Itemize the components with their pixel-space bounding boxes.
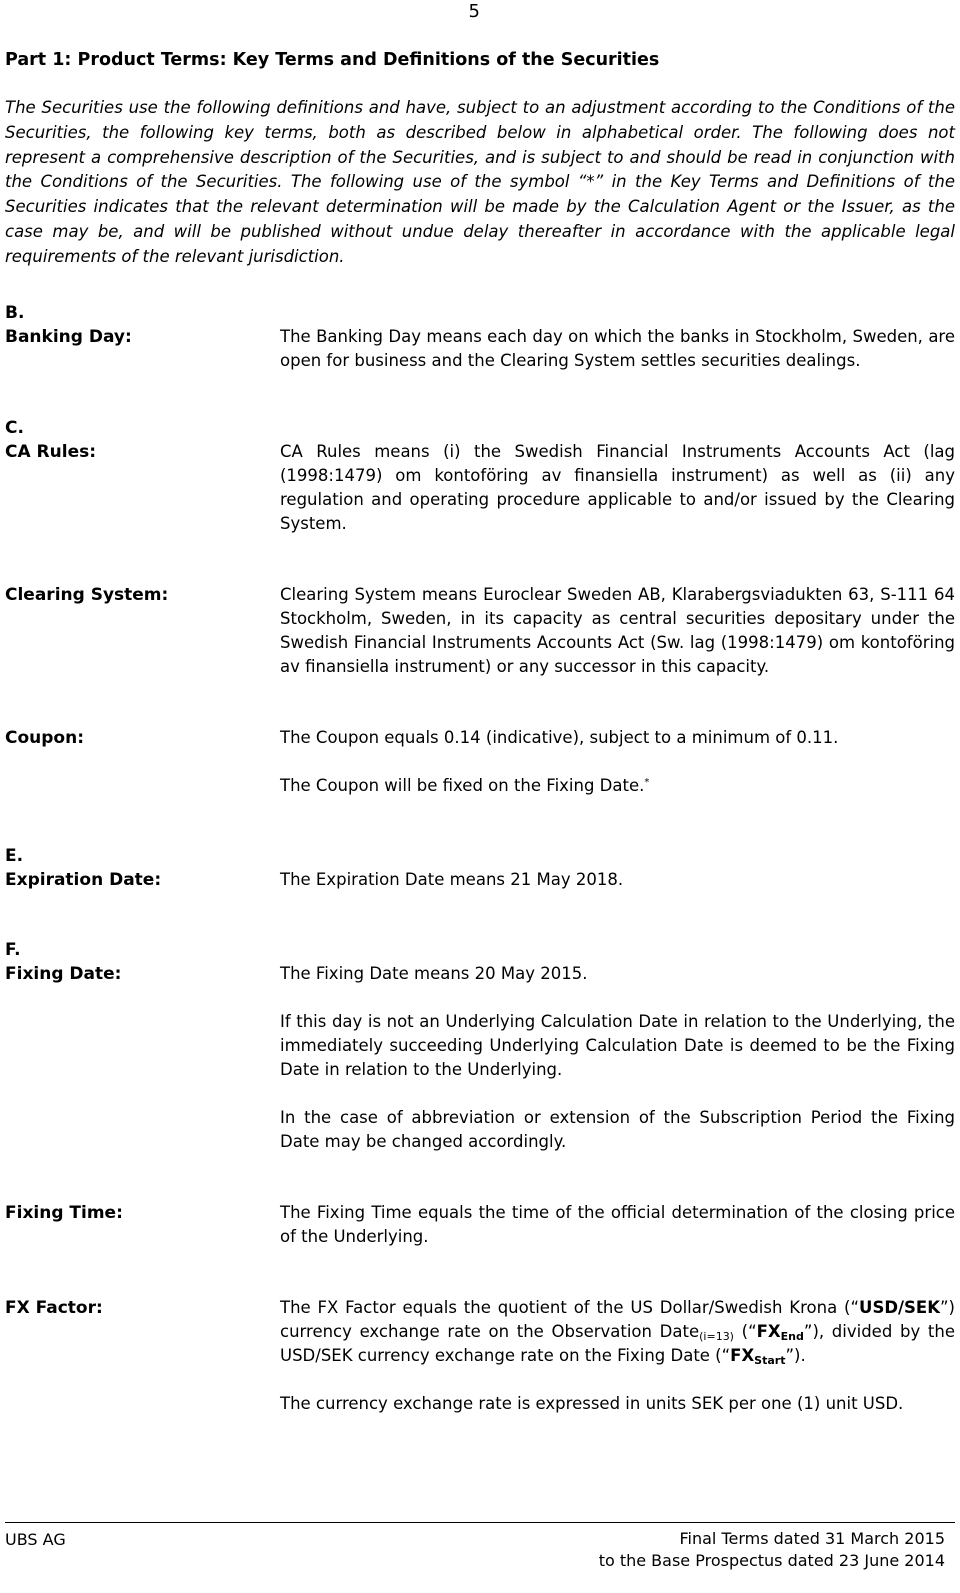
term-banking-day [5,325,955,373]
fixing-time-text: The Fixing Time equals the time of the official determination of the closing price of the Underlying. [280,1202,955,1246]
section-f [5,939,955,1416]
term-label-coupon: Coupon: [5,727,85,748]
fx-factor-fx-start: FX [730,1345,755,1365]
term-fx-factor [5,1296,955,1416]
term-body-expiration-date [280,868,955,892]
footer-issuer: UBS AG [5,1530,66,1549]
term-fixing-time [5,1201,955,1249]
coupon-text-2-main: The Coupon will be fixed on the Fixing Date. [280,775,645,795]
fx-factor-observation-subscript: (i=13) [699,1329,734,1343]
footer-line-1: Final Terms dated 31 March 2015 [679,1529,945,1548]
term-label-expiration-date: Expiration Date: [5,869,162,890]
part-title: Part 1: Product Terms: Key Terms and Definitions of the Securities [5,50,660,70]
term-label-fixing-date: Fixing Date: [5,963,122,984]
term-expiration-date [5,868,955,892]
determination-asterisk: * [644,776,650,788]
term-clearing-system [5,583,955,679]
banking-day-text: The Banking Day means each day on which the banks in Stockholm, Sweden, are open for business and the Clearing System settles securities dealings. [280,326,955,370]
fx-factor-start-subscript: Start [754,1353,786,1367]
term-label-fx-factor: FX Factor: [5,1297,103,1318]
fx-factor-part3: (“ [733,1321,757,1341]
section-letter-b: B. [5,302,25,323]
term-body-ca-rules [280,440,955,536]
term-body-fixing-time [280,1201,955,1249]
term-label-banking-day: Banking Day: [5,326,132,347]
fx-factor-fx-end: FX [756,1321,781,1341]
term-fixing-date [5,962,955,1154]
term-body-fx-factor [280,1296,955,1416]
fixing-date-text-2: If this day is not an Underlying Calculation Date in relation to the Underlying, the immediately succeeding Underlying Calculation Date is deemed to be the Fixing Date in relation to the Underlying. [280,1011,955,1079]
section-letter-f: F. [5,939,21,960]
section-b [5,302,955,373]
footer-line-2: to the Base Prospectus dated 23 June 2014 [598,1551,945,1570]
term-label-ca-rules: CA Rules: [5,441,97,462]
fixing-date-text-3: In the case of abbreviation or extension of the Subscription Period the Fixing Date may be changed accordingly. [280,1107,955,1151]
ca-rules-text: CA Rules means (i) the Swedish Financial Instruments Accounts Act (lag (1998:1479) om kontoföring av finansiella instrument) as well as (ii) any regulation and operating procedure applicable to and/or issued by the Clearing System. [280,441,955,533]
fx-factor-usd-sek: USD/SEK [859,1297,940,1317]
fx-factor-part5: ”). [785,1345,806,1365]
intro-paragraph: The Securities use the following definitions and have, subject to an adjustment according to the Conditions of the Securities, the following key terms, both as described below in alphabetical order. The following does not represent a comprehensive description of the Securities, and is subject to and should be read in conjunction with the Conditions of the Securities. The following use of the symbol “*” in the Key Terms and Definitions of the Securities indicates that the relevant determination will be made by the Calculation Agent or the Issuer, as the case may be, and will be published without undue delay thereafter in accordance with the applicable legal requirements of the relevant jurisdiction. [5,98,955,266]
coupon-text-2 [280,774,955,798]
coupon-text-1: The Coupon equals 0.14 (indicative), subject to a minimum of 0.11. [280,727,839,747]
term-coupon [5,726,955,798]
section-e [5,845,955,892]
fx-factor-part2: ”) currency exchange rate on the Observation Date [280,1297,955,1341]
term-body-clearing-system [280,583,955,679]
clearing-system-text: Clearing System means Euroclear Sweden AB, Klarabergsviadukten 63, S-111 64 Stockholm, Sweden, in its capacity as central securities depositary under the Swedish Financial Instruments Accounts Act (Sw. lag (1998:1479) om kontoföring av finansiella instrument) or any successor in this capacity. [280,584,955,676]
section-c [5,417,955,798]
document-body [5,48,955,1416]
section-letter-c: C. [5,417,24,438]
term-body-coupon [280,726,955,798]
fx-factor-part4: ”), divided by the USD/SEK currency exchange rate on the Fixing Date (“ [280,1321,955,1365]
footer-terms [599,1528,945,1572]
term-label-fixing-time: Fixing Time: [5,1202,123,1223]
page-number: 5 [468,1,480,22]
fixing-date-text-1: The Fixing Date means 20 May 2015. [280,963,588,983]
footer-rule [5,1522,955,1523]
fx-factor-text-2: The currency exchange rate is expressed in units SEK per one (1) unit USD. [280,1393,904,1413]
term-label-clearing-system: Clearing System: [5,584,169,605]
term-body-banking-day [280,325,955,373]
expiration-date-text: The Expiration Date means 21 May 2018. [280,869,624,889]
fx-factor-part1: The FX Factor equals the quotient of the US Dollar/Swedish Krona (“ [280,1297,860,1317]
fx-factor-text-1 [280,1296,955,1368]
section-letter-e: E. [5,845,24,866]
term-body-fixing-date [280,962,955,1154]
term-ca-rules [5,440,955,536]
fx-factor-end-subscript: End [780,1329,804,1343]
